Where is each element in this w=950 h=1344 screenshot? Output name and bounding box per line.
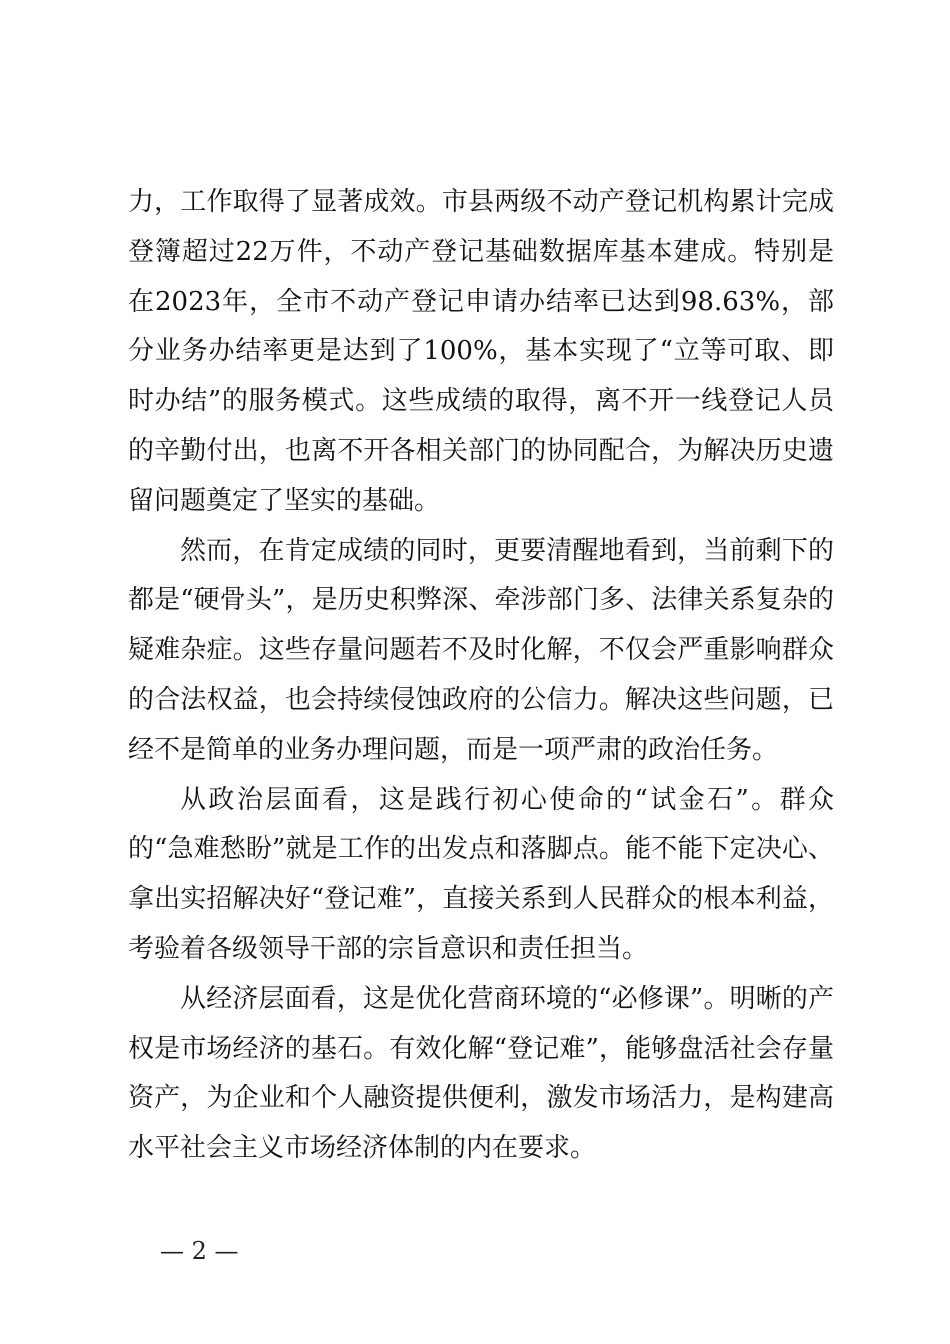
body-text [128,178,834,1174]
paragraph-continued: 力，工作取得了显著成效。市县两级不动产登记机构累计完成登簿超过22万件，不动产登记基础数据库基本建成。特别是在2023年，全市不动产登记申请办结率已达到98.63%，部分业务办结率更是达到了100%，基本实现了“立等可取、即时办结”的服务模式。这些成绩的取得，离不开一线登记人员的辛勤付出，也离不开各相关部门的协同配合，为解决历史遗留问题奠定了坚实的基础。 [128,187,834,516]
paragraph: 然而，在肯定成绩的同时，更要清醒地看到，当前剩下的都是“硬骨头”，是历史积弊深、牵涉部门多、法律关系复杂的疑难杂症。这些存量问题若不及时化解，不仅会严重影响群众的合法权益，也会持续侵蚀政府的公信力。解决这些问题，已经不是简单的业务办理问题，而是一项严肃的政治任务。 [128,535,834,765]
page-number: — 2 — [160,1237,239,1265]
paragraph: 从经济层面看，这是优化营商环境的“必修课”。明晰的产权是市场经济的基石。有效化解“登记难”，能够盘活社会存量资产，为企业和个人融资提供便利，激发市场活力，是构建高水平社会主义市场经济体制的内在要求。 [128,983,834,1164]
paragraph: 从政治层面看，这是践行初心使命的“试金石”。群众的“急难愁盼”就是工作的出发点和落脚点。能不能下定决心、拿出实招解决好“登记难”，直接关系到人民群众的根本利益，考验着各级领导干部的宗旨意识和责任担当。 [128,784,834,964]
